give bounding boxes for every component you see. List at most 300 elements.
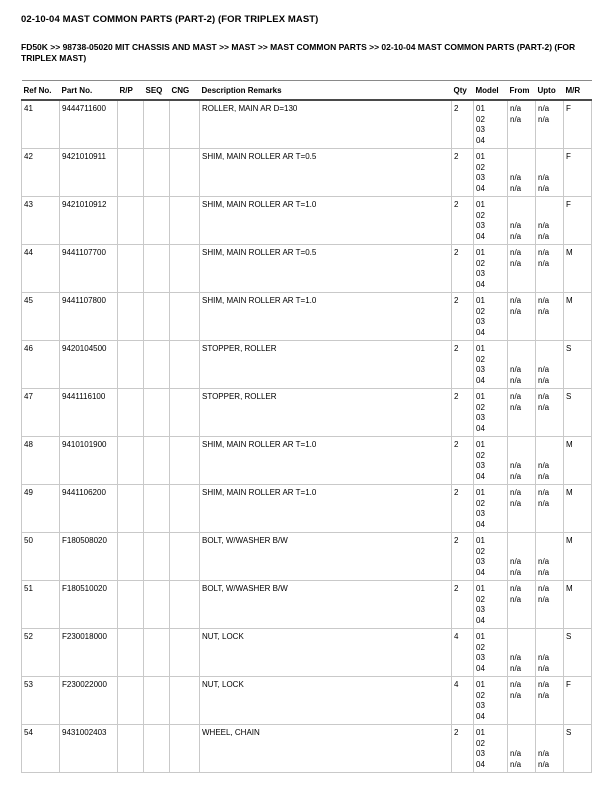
header-row xyxy=(22,81,592,101)
from-line: n/a xyxy=(510,104,522,114)
upto-line xyxy=(538,211,561,222)
ref-no-cell: 44 xyxy=(22,245,60,293)
col-header-ref-no: Ref No. xyxy=(22,81,60,101)
model-line: 02 xyxy=(476,594,485,604)
mr-cell: M xyxy=(564,581,592,629)
cng-cell xyxy=(170,149,200,197)
breadcrumb: FD50K >> 98738-05020 MIT CHASSIS AND MAST >> MAST >> MAST COMMON PARTS >> 02-10-04 MAST COMMON PARTS (PART-2) (FOR TRIPLEX MAST) xyxy=(21,42,576,64)
model-line: 04 xyxy=(476,231,485,241)
from-cell xyxy=(508,149,536,197)
seq-cell xyxy=(144,197,170,245)
model-line: 04 xyxy=(476,423,485,433)
part-no-cell: 9441107700 xyxy=(60,245,118,293)
table-row xyxy=(22,581,592,629)
from-line xyxy=(510,605,533,616)
mr-cell: S xyxy=(564,629,592,677)
model-line: 02 xyxy=(476,450,485,460)
qty-cell: 2 xyxy=(452,197,474,245)
from-cell xyxy=(508,581,536,629)
from-line: n/a xyxy=(510,258,522,268)
rp-cell xyxy=(118,629,144,677)
model-line: 02 xyxy=(476,114,485,124)
mr-cell: F xyxy=(564,197,592,245)
upto-line xyxy=(538,280,561,291)
from-line: n/a xyxy=(510,584,522,594)
upto-line: n/a xyxy=(538,653,550,663)
upto-cell xyxy=(536,341,564,389)
seq-cell xyxy=(144,581,170,629)
upto-line: n/a xyxy=(538,759,550,769)
mr-cell: M xyxy=(564,293,592,341)
qty-cell: 2 xyxy=(452,245,474,293)
part-no-cell: 9431002403 xyxy=(60,725,118,773)
model-line: 02 xyxy=(476,690,485,700)
from-cell xyxy=(508,341,536,389)
qty-cell: 2 xyxy=(452,389,474,437)
upto-line xyxy=(538,605,561,616)
table-row xyxy=(22,341,592,389)
from-line xyxy=(510,200,533,211)
mr-cell: M xyxy=(564,245,592,293)
upto-line xyxy=(538,701,561,712)
ref-no-cell: 41 xyxy=(22,100,60,149)
from-line: n/a xyxy=(510,594,522,604)
from-line: n/a xyxy=(510,392,522,402)
qty-cell: 2 xyxy=(452,341,474,389)
part-no-cell: 9420104500 xyxy=(60,341,118,389)
col-header-mr: M/R xyxy=(564,81,592,101)
table-row xyxy=(22,437,592,485)
qty-cell: 4 xyxy=(452,629,474,677)
upto-line xyxy=(538,632,561,643)
table-row xyxy=(22,629,592,677)
from-line: n/a xyxy=(510,296,522,306)
upto-cell xyxy=(536,389,564,437)
ref-no-cell: 43 xyxy=(22,197,60,245)
cng-cell xyxy=(170,629,200,677)
cng-cell xyxy=(170,100,200,149)
model-line: 04 xyxy=(476,471,485,481)
from-line: n/a xyxy=(510,498,522,508)
seq-cell xyxy=(144,341,170,389)
from-cell xyxy=(508,293,536,341)
upto-line: n/a xyxy=(538,488,550,498)
model-line: 01 xyxy=(476,344,485,354)
model-line: 01 xyxy=(476,296,485,306)
model-line: 04 xyxy=(476,279,485,289)
from-line: n/a xyxy=(510,365,522,375)
qty-cell: 2 xyxy=(452,533,474,581)
ref-no-cell: 46 xyxy=(22,341,60,389)
upto-line: n/a xyxy=(538,498,550,508)
table-row xyxy=(22,100,592,149)
table-row xyxy=(22,485,592,533)
upto-line: n/a xyxy=(538,402,550,412)
rp-cell xyxy=(118,725,144,773)
from-line: n/a xyxy=(510,375,522,385)
from-line xyxy=(510,701,533,712)
upto-line xyxy=(538,136,561,147)
from-line xyxy=(510,509,533,520)
upto-line: n/a xyxy=(538,183,550,193)
model-line: 02 xyxy=(476,738,485,748)
from-line xyxy=(510,440,533,451)
rp-cell xyxy=(118,581,144,629)
upto-line: n/a xyxy=(538,690,550,700)
part-no-cell: F230022000 xyxy=(60,677,118,725)
model-line: 01 xyxy=(476,728,485,738)
upto-line xyxy=(538,440,561,451)
model-cell xyxy=(474,293,508,341)
upto-line xyxy=(538,163,561,174)
model-line: 03 xyxy=(476,701,485,711)
seq-cell xyxy=(144,100,170,149)
from-line xyxy=(510,643,533,654)
model-cell xyxy=(474,677,508,725)
model-line: 02 xyxy=(476,642,485,652)
model-cell xyxy=(474,149,508,197)
model-line: 01 xyxy=(476,440,485,450)
upto-line xyxy=(538,152,561,163)
from-line: n/a xyxy=(510,306,522,316)
qty-cell: 2 xyxy=(452,437,474,485)
from-line xyxy=(510,712,533,723)
upto-line: n/a xyxy=(538,306,550,316)
upto-line xyxy=(538,509,561,520)
part-no-cell: F180508020 xyxy=(60,533,118,581)
parts-table-body xyxy=(22,100,592,773)
cng-cell xyxy=(170,533,200,581)
model-line: 01 xyxy=(476,680,485,690)
upto-line: n/a xyxy=(538,248,550,258)
model-cell xyxy=(474,581,508,629)
from-line xyxy=(510,136,533,147)
from-cell xyxy=(508,100,536,149)
from-line xyxy=(510,344,533,355)
model-line: 02 xyxy=(476,402,485,412)
model-line: 02 xyxy=(476,306,485,316)
seq-cell xyxy=(144,293,170,341)
upto-cell xyxy=(536,197,564,245)
ref-no-cell: 42 xyxy=(22,149,60,197)
from-cell xyxy=(508,197,536,245)
model-line: 01 xyxy=(476,392,485,402)
upto-line: n/a xyxy=(538,663,550,673)
model-line: 03 xyxy=(476,317,485,327)
model-line: 03 xyxy=(476,365,485,375)
description-cell: SHIM, MAIN ROLLER AR T=1.0 xyxy=(200,485,452,533)
model-line: 03 xyxy=(476,173,485,183)
from-line: n/a xyxy=(510,402,522,412)
table-row xyxy=(22,725,592,773)
upto-line xyxy=(538,413,561,424)
from-line xyxy=(510,317,533,328)
from-cell xyxy=(508,389,536,437)
model-line: 02 xyxy=(476,258,485,268)
col-header-rp: R/P xyxy=(118,81,144,101)
description-cell: NUT, LOCK xyxy=(200,629,452,677)
mr-cell: F xyxy=(564,149,592,197)
col-header-model: Model xyxy=(474,81,508,101)
seq-cell xyxy=(144,485,170,533)
mr-cell: F xyxy=(564,100,592,149)
from-line: n/a xyxy=(510,114,522,124)
mr-cell: F xyxy=(564,677,592,725)
part-no-cell: 9410101900 xyxy=(60,437,118,485)
qty-cell: 2 xyxy=(452,149,474,197)
from-line xyxy=(510,616,533,627)
model-cell xyxy=(474,389,508,437)
upto-line: n/a xyxy=(538,231,550,241)
description-cell: WHEEL, CHAIN xyxy=(200,725,452,773)
upto-line: n/a xyxy=(538,584,550,594)
upto-line xyxy=(538,728,561,739)
from-line xyxy=(510,739,533,750)
qty-cell: 2 xyxy=(452,581,474,629)
seq-cell xyxy=(144,389,170,437)
part-no-cell: 9421010911 xyxy=(60,149,118,197)
model-line: 04 xyxy=(476,183,485,193)
upto-line xyxy=(538,317,561,328)
upto-line: n/a xyxy=(538,296,550,306)
qty-cell: 2 xyxy=(452,293,474,341)
page-title: 02-10-04 MAST COMMON PARTS (PART-2) (FOR TRIPLEX MAST) xyxy=(21,14,319,25)
qty-cell: 4 xyxy=(452,677,474,725)
model-line: 02 xyxy=(476,498,485,508)
seq-cell xyxy=(144,149,170,197)
from-line xyxy=(510,536,533,547)
upto-line xyxy=(538,424,561,435)
from-line xyxy=(510,632,533,643)
ref-no-cell: 47 xyxy=(22,389,60,437)
rp-cell xyxy=(118,677,144,725)
col-header-upto: Upto xyxy=(536,81,564,101)
model-line: 04 xyxy=(476,663,485,673)
upto-line xyxy=(538,344,561,355)
from-line: n/a xyxy=(510,759,522,769)
upto-line: n/a xyxy=(538,173,550,183)
table-row xyxy=(22,389,592,437)
model-line: 03 xyxy=(476,557,485,567)
model-line: 02 xyxy=(476,546,485,556)
model-line: 03 xyxy=(476,413,485,423)
rp-cell xyxy=(118,485,144,533)
from-line: n/a xyxy=(510,231,522,241)
upto-cell xyxy=(536,100,564,149)
model-line: 01 xyxy=(476,104,485,114)
rp-cell xyxy=(118,197,144,245)
description-cell: SHIM, MAIN ROLLER AR T=0.5 xyxy=(200,149,452,197)
upto-line: n/a xyxy=(538,749,550,759)
upto-cell xyxy=(536,293,564,341)
from-cell xyxy=(508,725,536,773)
model-line: 01 xyxy=(476,632,485,642)
description-cell: STOPPER, ROLLER xyxy=(200,341,452,389)
rp-cell xyxy=(118,533,144,581)
upto-cell xyxy=(536,629,564,677)
cng-cell xyxy=(170,293,200,341)
from-line xyxy=(510,125,533,136)
from-line xyxy=(510,280,533,291)
upto-line xyxy=(538,616,561,627)
model-line: 02 xyxy=(476,354,485,364)
model-cell xyxy=(474,629,508,677)
rp-cell xyxy=(118,245,144,293)
rp-cell xyxy=(118,341,144,389)
cng-cell xyxy=(170,485,200,533)
ref-no-cell: 50 xyxy=(22,533,60,581)
model-line: 01 xyxy=(476,584,485,594)
parts-table xyxy=(21,80,592,773)
upto-line xyxy=(538,712,561,723)
from-line xyxy=(510,451,533,462)
cng-cell xyxy=(170,437,200,485)
description-cell: STOPPER, ROLLER xyxy=(200,389,452,437)
upto-line xyxy=(538,643,561,654)
model-line: 04 xyxy=(476,135,485,145)
mr-cell: S xyxy=(564,341,592,389)
from-cell xyxy=(508,437,536,485)
model-line: 03 xyxy=(476,653,485,663)
model-cell xyxy=(474,245,508,293)
part-no-cell: 9441116100 xyxy=(60,389,118,437)
seq-cell xyxy=(144,437,170,485)
upto-line: n/a xyxy=(538,392,550,402)
model-cell xyxy=(474,437,508,485)
upto-line xyxy=(538,536,561,547)
ref-no-cell: 51 xyxy=(22,581,60,629)
model-cell xyxy=(474,100,508,149)
col-header-seq: SEQ xyxy=(144,81,170,101)
upto-line: n/a xyxy=(538,594,550,604)
upto-line: n/a xyxy=(538,567,550,577)
upto-cell xyxy=(536,437,564,485)
upto-cell xyxy=(536,485,564,533)
description-cell: BOLT, W/WASHER B/W xyxy=(200,533,452,581)
model-line: 01 xyxy=(476,248,485,258)
from-line: n/a xyxy=(510,183,522,193)
seq-cell xyxy=(144,245,170,293)
from-line xyxy=(510,269,533,280)
from-line: n/a xyxy=(510,221,522,231)
upto-line: n/a xyxy=(538,258,550,268)
upto-line: n/a xyxy=(538,375,550,385)
from-line: n/a xyxy=(510,690,522,700)
from-line xyxy=(510,424,533,435)
mr-cell: S xyxy=(564,389,592,437)
rp-cell xyxy=(118,437,144,485)
ref-no-cell: 53 xyxy=(22,677,60,725)
cng-cell xyxy=(170,677,200,725)
cng-cell xyxy=(170,581,200,629)
description-cell: SHIM, MAIN ROLLER AR T=0.5 xyxy=(200,245,452,293)
cng-cell xyxy=(170,725,200,773)
description-cell: BOLT, W/WASHER B/W xyxy=(200,581,452,629)
from-line xyxy=(510,355,533,366)
model-line: 03 xyxy=(476,605,485,615)
upto-cell xyxy=(536,677,564,725)
model-line: 03 xyxy=(476,461,485,471)
qty-cell: 2 xyxy=(452,725,474,773)
model-cell xyxy=(474,197,508,245)
model-line: 01 xyxy=(476,536,485,546)
model-line: 03 xyxy=(476,221,485,231)
from-line: n/a xyxy=(510,749,522,759)
description-cell: ROLLER, MAIN AR D=130 xyxy=(200,100,452,149)
upto-line: n/a xyxy=(538,114,550,124)
model-cell xyxy=(474,725,508,773)
cng-cell xyxy=(170,197,200,245)
upto-cell xyxy=(536,581,564,629)
from-line: n/a xyxy=(510,173,522,183)
from-line: n/a xyxy=(510,488,522,498)
from-line xyxy=(510,547,533,558)
upto-line: n/a xyxy=(538,365,550,375)
upto-line: n/a xyxy=(538,104,550,114)
upto-cell xyxy=(536,245,564,293)
part-no-cell: F230018000 xyxy=(60,629,118,677)
part-no-cell: F180510020 xyxy=(60,581,118,629)
rp-cell xyxy=(118,149,144,197)
ref-no-cell: 52 xyxy=(22,629,60,677)
from-cell xyxy=(508,677,536,725)
model-line: 01 xyxy=(476,488,485,498)
upto-line xyxy=(538,355,561,366)
col-header-cng: CNG xyxy=(170,81,200,101)
upto-cell xyxy=(536,533,564,581)
upto-line xyxy=(538,125,561,136)
ref-no-cell: 54 xyxy=(22,725,60,773)
upto-line: n/a xyxy=(538,461,550,471)
mr-cell: M xyxy=(564,533,592,581)
model-line: 03 xyxy=(476,509,485,519)
from-cell xyxy=(508,245,536,293)
cng-cell xyxy=(170,389,200,437)
from-line: n/a xyxy=(510,248,522,258)
from-cell xyxy=(508,533,536,581)
part-no-cell: 9444711600 xyxy=(60,100,118,149)
upto-line xyxy=(538,520,561,531)
table-row xyxy=(22,293,592,341)
from-cell xyxy=(508,485,536,533)
rp-cell xyxy=(118,293,144,341)
col-header-from: From xyxy=(508,81,536,101)
from-line: n/a xyxy=(510,680,522,690)
col-header-part-no: Part No. xyxy=(60,81,118,101)
from-line xyxy=(510,520,533,531)
model-cell xyxy=(474,485,508,533)
upto-line: n/a xyxy=(538,221,550,231)
model-line: 04 xyxy=(476,711,485,721)
ref-no-cell: 48 xyxy=(22,437,60,485)
model-cell xyxy=(474,341,508,389)
upto-line xyxy=(538,547,561,558)
part-no-cell: 9441107800 xyxy=(60,293,118,341)
from-line: n/a xyxy=(510,567,522,577)
model-line: 01 xyxy=(476,152,485,162)
model-line: 04 xyxy=(476,567,485,577)
upto-line xyxy=(538,328,561,339)
model-line: 04 xyxy=(476,759,485,769)
model-line: 03 xyxy=(476,269,485,279)
from-line xyxy=(510,163,533,174)
upto-line xyxy=(538,739,561,750)
part-no-cell: 9441106200 xyxy=(60,485,118,533)
from-cell xyxy=(508,629,536,677)
from-line xyxy=(510,728,533,739)
description-cell: SHIM, MAIN ROLLER AR T=1.0 xyxy=(200,197,452,245)
table-row xyxy=(22,245,592,293)
